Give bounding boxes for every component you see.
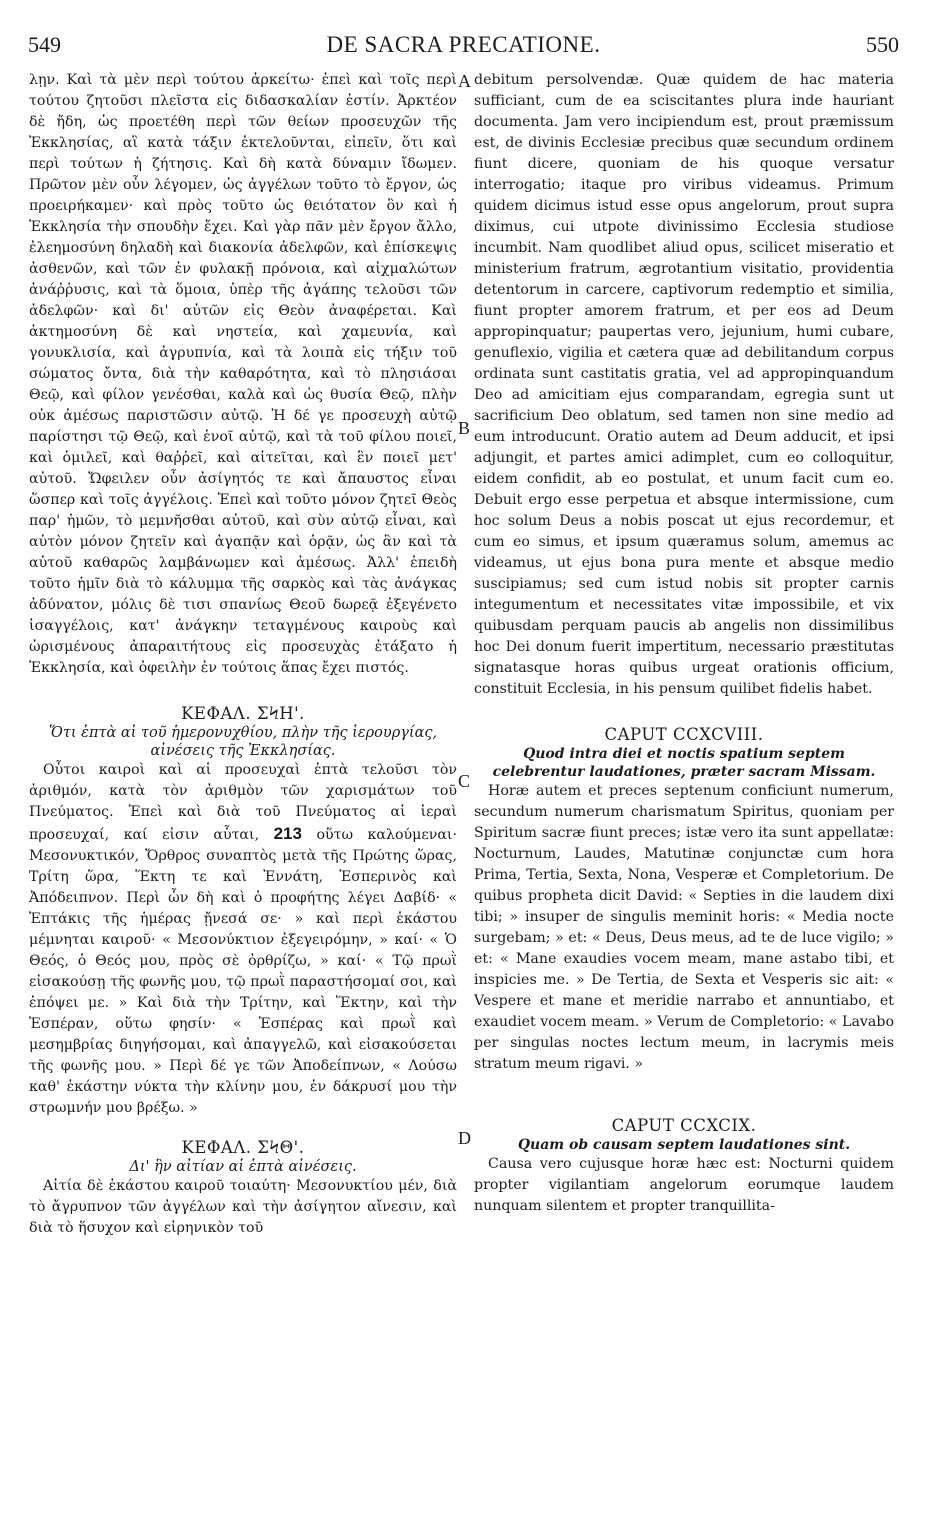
latin-paragraph-1: debitum persolvendæ. Quæ quidem de hac materia sufficiant, cum de ea sciscitantes plura inde hauriant documenta. Jam vero incipiendum est, prout præmissum est, de divinis Ecclesiæ precibus quæ secundum ordinem fiunt dicere, quoniam de his quoque versatur interrogatio; itaque pro viribus videamus. Primum quidem dicimus istud esse opus angelorum, prout supra diximus, cui utpote divinissimo Ecclesia studiose incumbit. Nam quodlibet aliud opus, scilicet miseratio et ministerium fratrum, ægrotantium visitatio, providentia detentorum in carcere, captivorum redemptio et similia, fiunt propter amorem fratrum, et per eos ad Deum appropinquatur; paupertas vero, jejunium, humi cubare, genuflexio, vigilia et cætera quæ ad debilitandum corpus ordinata sunt castitatis gratia, vel ad appropinquandum Deo ad amicitiam ejus comparandam, egregia sunt ut sacrificium Deo oblatum, sed tamen non sine medio ad eum introducunt. Oratio autem ad Deum adducit, et ipsi adjungit, et partes amici adimplet, cum eo colloquitur, eidem confidit, ab eo postulat, et unum facit cum eo. Debuit ergo esse perpetua et absque intermissione, cum hoc solum Deus a nobis poscat ut ejus recordemur, et cum eo simus, et ipsum quæramus solum, amemus ac videamus, ut ejus bona pura mente et absque medio suscipiamus; sed cum istud nobis sit propter carnis integumentum et necessitates vitæ impossibile, et vix quibusdam perquam paucis ab angelis non dissimilibus hoc Dei donum fuerit impertitum, necessario præstitutas signatasque horas quibus urgeat orationis officium, constituit Ecclesia, in his pensum quilibet fidelis habet. <box>474 72 894 697</box>
latin-paragraph-2: Horæ autem et preces septenum conficiunt numerum, secundum numerum charismatum Spiritus, quoniam per Spiritum sacræ fiunt preces; istæ vero ita sunt appellatæ: Nocturnum, Laudes, Matutinæ conjunctæ cum hora Prima, Tertia, Sexta, Nona, Vesperæ et Completorium. De quibus propheta dicit David: « Septies in die laudem dixi tibi; » insuper de singulis meminit horis: « Media nocte surgebam; » et: « Deus, Deus meus, ad te de luce vigilo; » et: « Mane exaudies vocem meam, mane astabo tibi, et inspicies me. » De Tertia, de Sexta et Vesperis sic ait: « Vespere et mane et meridie narrabo et annuntiabo, et exaudiet vocem meam. » Verum de Completorio: « Lavabo per singulas noctes lectum meum, in lacrymis meis stratum meum rigavi. » <box>474 783 894 1072</box>
section-marker-b: B <box>458 418 471 438</box>
section-marker-c: C <box>458 771 471 791</box>
greek-chapter-summary-299: Δι' ἣν αἰτίαν αἱ ἑπτὰ αἰνέσεις. <box>129 1159 357 1175</box>
latin-column <box>474 70 894 1217</box>
latin-chapter-summary-299: Quam ob causam septem laudationes sint. <box>517 1137 851 1153</box>
greek-paragraph-2 <box>29 760 457 1119</box>
latin-paragraph-3: Causa vero cujusque horæ hæc est: Nocturni quidem propter vigilantiam angelorum eorumque laudem nunquam silentem et propter tranquillita- <box>474 1156 894 1214</box>
page-number-left: 549 <box>28 32 61 57</box>
running-header <box>20 32 907 62</box>
greek-paragraph-3: Αἰτία δὲ ἑκάστου καιροῦ τοιαύτη· Μεσονυκτίου μέν, διὰ τὸ ἄγρυπνον τῶν ἀγγέλων καὶ τὴν ἀσίγητον αἴνεσιν, καὶ διὰ τὸ ἥσυχον καὶ εἰρηνικὸν τοῦ <box>29 1178 457 1236</box>
column-number-ornament: 213 <box>273 824 302 843</box>
greek-chapter-title-298: ΚΕΦΑΛ. ΣϞΗ'. <box>181 704 305 723</box>
running-title: DE SACRA PRECATIONE. <box>326 32 601 57</box>
section-marker-d: D <box>458 1128 471 1148</box>
section-marker-a: A <box>458 71 471 91</box>
latin-chapter-title-298: CAPUT CCXCVIII. <box>604 725 764 744</box>
latin-chapter-title-299: CAPUT CCXCIX. <box>611 1116 757 1135</box>
greek-paragraph-1: λῃν. Καὶ τὰ μὲν περὶ τούτου ἀρκείτω· ἐπεὶ καὶ τοῖς περὶ τούτου ζητοῦσι πλεῖστα εἰς διδασκαλίαν ἐστίν. Ἀρκτέον δὲ ἤδη, ὡς προετέθη περὶ τῶν θείων προσευχῶν τῆς Ἐκκλησίας, αἳ κατὰ τάξιν ἐκτελοῦνται, εἰπεῖν, ὅτι καὶ περὶ τούτων ἡ ζήτησις. Καὶ δὴ κατὰ δύναμιν ἴδωμεν. Πρῶτον μὲν οὖν λέγομεν, ὡς ἀγγέλων τοῦτο τὸ ἔργον, ὡς προειρήκαμεν· καὶ πρὸς τοῦτο ὡς θειότατον ὃν καὶ ἡ Ἐκκλησία τὴν σπουδὴν ἔχει. Καὶ γὰρ πᾶν μὲν ἔργον ἄλλο, ἐλεημοσύνη δηλαδὴ καὶ διακονία ἀδελφῶν, καὶ ἐπίσκεψις ἀσθενῶν, καὶ τῶν ἐν φυλακῇ πρόνοια, καὶ αἰχμαλώτων ἀνάῤῥυσις, καὶ τὰ ὅμοια, ὑπὲρ τῆς ἀγάπης τελοῦσι τῶν ἀδελφῶν· καὶ δι' αὐτῶν εἰς Θεὸν ἀναφέρεται. Καὶ ἀκτημοσύνη δὲ καὶ νηστεία, καὶ χαμευνία, καὶ γονυκλισία, καὶ ἀγρυπνία, καὶ τὰ λοιπὰ εἰς τήξιν τοῦ σώματος ὄντα, διὰ τὴν καθαρότητα, καὶ τὸ πλησιάσαι Θεῷ, καὶ φίλον γενέσθαι, καλὰ καὶ ὡς θυσία Θεῷ, πλὴν οὐκ ἀμέσως παριστῶσιν αὐτῷ. Ἡ δέ γε προσευχὴ αὐτῷ παρίστησι τῷ Θεῷ, καὶ ἑνοῖ αὐτῷ, καὶ τὰ τοῦ φίλου ποιεῖ, καὶ ὁμιλεῖ, καὶ θαῤῥεῖ, καὶ αἰτεῖται, καὶ ἓν ποιεῖ μετ' αὐτοῦ. Ὤφειλεν οὖν ἀσίγητός τε καὶ ἄπαυστος εἶναι ὥσπερ καὶ τοῖς ἀγγέλοις. Ἐπεὶ καὶ τοῦτο μόνον ζητεῖ Θεὸς παρ' ἡμῶν, τὸ μεμνῆσθαι αὐτοῦ, καὶ σὺν αὐτῷ εἶναι, καὶ αὐτὸν μόνον ζητεῖν καὶ ἀγαπᾷν καὶ ὁρᾷν, ὡς ἂν καὶ τὰ αὐτοῦ καθαρῶς λαμβάνωμεν καὶ ἀμέσως. Ἀλλ' ἐπειδὴ τοῦτο ἡμῖν διὰ τὸ κάλυμμα τῆς σαρκὸς καὶ τὰς ἀνάγκας ἀδύνατον, μόλις δὲ τισι σπανίως Θεοῦ δωρεᾷ ἐξεγένετο ἰσαγγέλοις, κατ' ἀνάγκην τεταγμένους καιροὺς καὶ ὡρισμένους ἀπαραιτήτους εἰς προσευχὰς ἐτάξατο ἡ Ἐκκλησία, καὶ ὀφειλὴν ἐν τούτοις ἅπας ἔχει πιστός. <box>29 72 457 676</box>
greek-chapter-summary-298: Ὅτι ἑπτὰ αἱ τοῦ ἡμερονυχθίου, πλὴν τῆς ἱερουργίας, αἰνέσεις τῆς Ἐκκλησίας. <box>48 725 438 759</box>
greek-column <box>29 70 457 1239</box>
page-number-right: 550 <box>866 32 899 57</box>
latin-chapter-summary-298: Quod intra diei et noctis spatium septem celebrentur laudationes, præter sacram Missam. <box>492 746 876 780</box>
greek-paragraph-2-part-1: Οὗτοι καιροὶ καὶ αἱ προσευχαὶ ἑπτὰ τελοῦσι τὸν ἀριθμόν, κατὰ τὸν ἀριθμὸν τῶν χαρισμάτων τοῦ Πνεύματος. Ἐπεὶ καὶ διὰ τοῦ Πνεύματος αἱ ἱεραὶ προσευχαί, καί εἰσιν αὗται, <box>29 762 457 843</box>
greek-chapter-title-299: ΚΕΦΑΛ. ΣϞΘ'. <box>181 1138 305 1157</box>
greek-paragraph-2-part-2: οὕτω καλούμεναι· Μεσονυκτικόν, Ὄρθρος συναπτὸς μετὰ τῆς Πρώτης ὥρας, Τρίτη ὥρα, Ἕκτη τε καὶ Ἐννάτη, Ἑσπερινὸς καὶ Ἀπόδειπνον. Περὶ ὧν δὴ καὶ ὁ προφήτης λέγει Δαβίδ· « Ἑπτάκις τῆς ἡμέρας ᾔνεσά σε· » καὶ περὶ ἑκάστου μέμνηται καιροῦ· « Μεσονύκτιον ἐξεγειρόμην, » καί· « Ὁ Θεός, ὁ Θεός μου, πρὸς σὲ ὀρθρίζω, » καί· « Τῷ πρωῒ εἰσακούσῃ τῆς φωνῆς μου, τῷ πρωῒ παραστήσομαί σοι, καὶ ἐπόψει με. » Καὶ διὰ τὴν Τρίτην, καὶ Ἕκτην, καὶ τὴν Ἑσπέραν, οὕτω φησίν· « Ἑσπέρας καὶ πρωῒ καὶ μεσημβρίας διηγήσομαι, καὶ ἀπαγγελῶ, καὶ εἰσακούσεται τῆς φωνῆς μου. » Περὶ δέ γε τῶν Ἀποδείπνων, « Λούσω καθ' ἑκάστην νύκτα τὴν κλίνην μου, ἐν δάκρυσί μου τὴν στρωμνήν μου βρέξω. » <box>29 827 457 1116</box>
